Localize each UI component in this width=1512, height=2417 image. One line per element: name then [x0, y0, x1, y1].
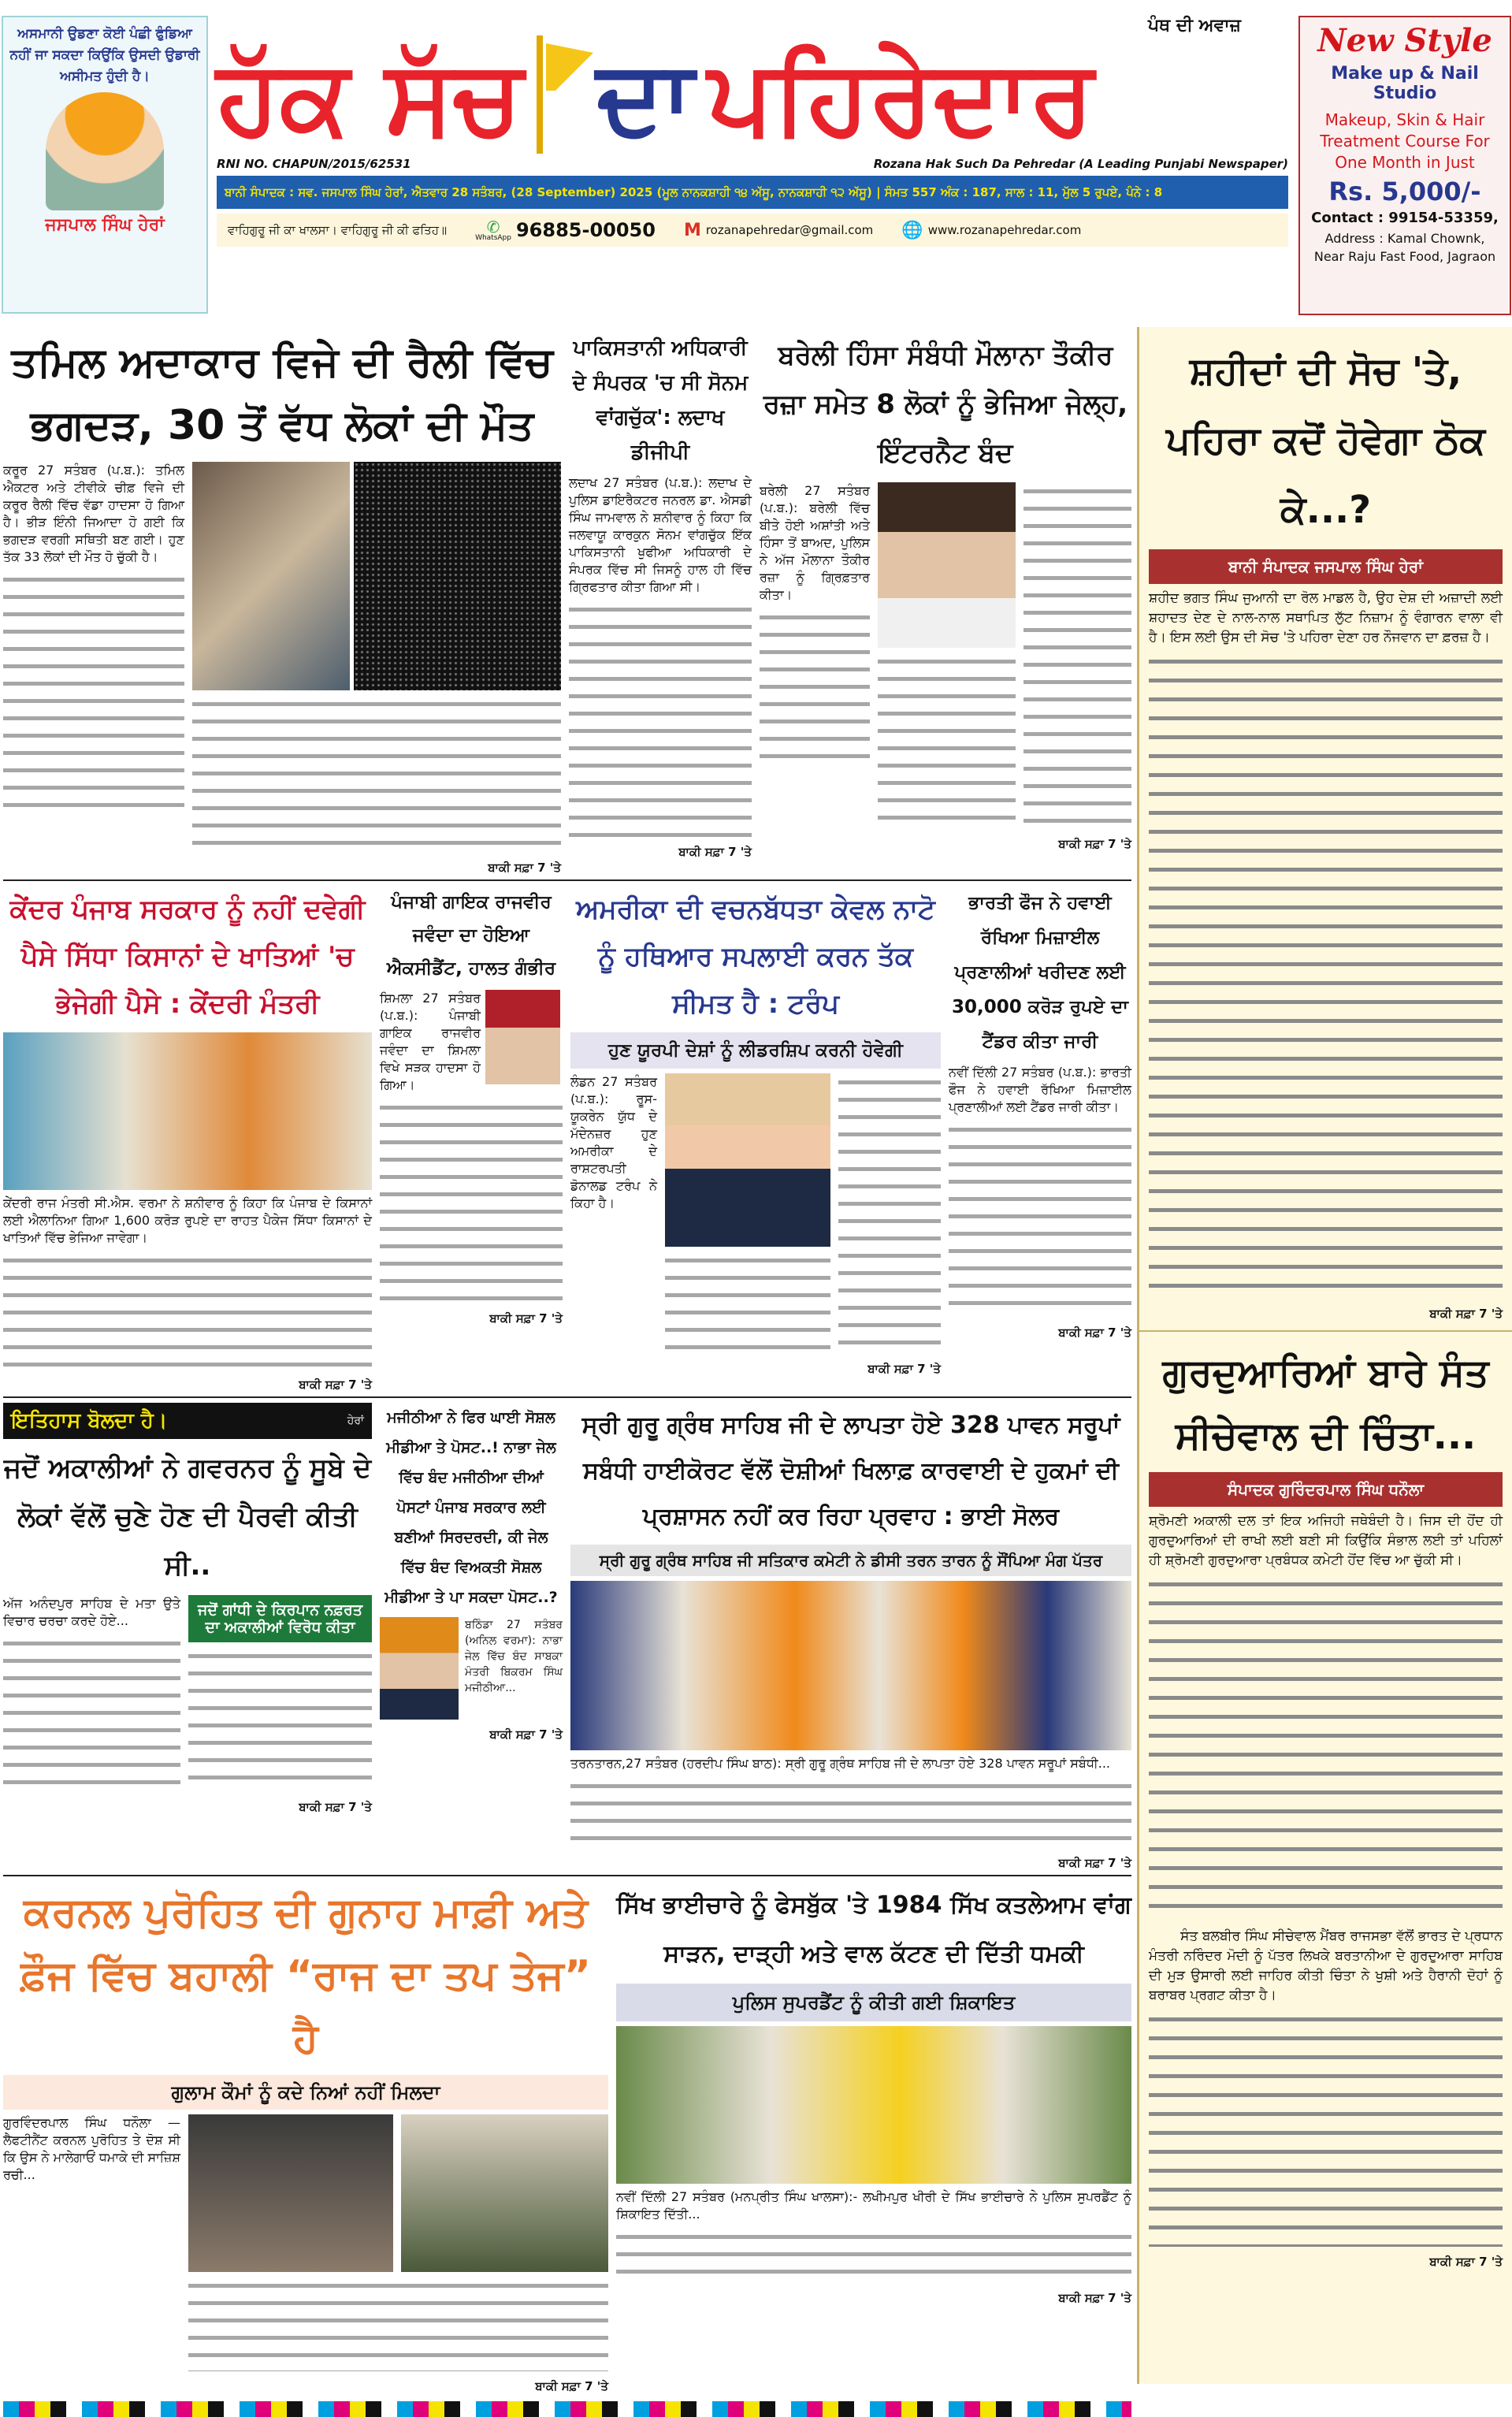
subhead: ਸ੍ਰੀ ਗੁਰੂ ਗ੍ਰੰਥ ਸਾਹਿਬ ਜੀ ਸਤਿਕਾਰ ਕਮੇਟੀ ਨੇ ਡੀਸੀ ਤਰਨ ਤਾਰਨ ਨੂੰ ਸੌਂਪਿਆ ਮੰਗ ਪੱਤਰ — [570, 1545, 1131, 1576]
row-4 — [3, 1881, 1131, 2393]
editorial-headline: ਸ਼ਹੀਦਾਂ ਦੀ ਸੋਚ 'ਤੇ, ਪਹਿਰਾ ਕਦੋਂ ਹੋਵੇਗਾ ਠੋਕ ਕੇ...? — [1166, 349, 1485, 532]
story-lead: ਕੇਂਦਰੀ ਰਾਜ ਮੰਤਰੀ ਸੀ.ਐਸ. ਵਰਮਾ ਨੇ ਸ਼ਨੀਵਾਰ ਨੂੰ ਕਿਹਾ ਕਿ ਪੰਜਾਬ ਦੇ ਕਿਸਾਨਾਂ ਲਈ ਐਲਾਨਿਆ ਗਿਆ 1,600 ਕਰੋੜ ਰੁਪਏ ਦਾ ਰਾਹਤ ਪੈਕੇਜ ਸਿੱਧਾ ਕਿਸਾਨਾਂ ਦੇ ਖਾਤਿਆਂ ਵਿੱਚ ਭੇਜਿਆ ਜਾਵੇਗਾ। — [3, 1195, 372, 1245]
story-army-tender — [949, 886, 1131, 1340]
registration-color-bar — [3, 2401, 1131, 2417]
story-body — [380, 1099, 563, 1303]
photo-delegation — [570, 1581, 1131, 1750]
editorial-body — [1149, 1575, 1503, 1922]
editorial-lead: ਸ਼ਹੀਦ ਭਗਤ ਸਿੰਘ ਜੁਆਨੀ ਦਾ ਰੋਲ ਮਾਡਲ ਹੈ, ਉਹ ਦੇਸ਼ ਦੀ ਅਜ਼ਾਦੀ ਲਈ ਸ਼ਹਾਦਤ ਦੇਣ ਦੇ ਨਾਲ-ਨਾਲ ਸਥਾਪਿਤ ਲੁੱਟ ਨਿਜ਼ਾਮ ਨੂੰ ਵੰਗਾਰਨ ਵਾਲਾ ਵੀ ਹੈ। ਇਸ ਲਈ ਉਸ ਦੀ ਸੋਚ 'ਤੇ ਪਹਿਰਾ ਦੇਣਾ ਹਰ ਨੌਜਵਾਨ ਦਾ ਫ਼ਰਜ਼ ਹੈ। — [1149, 590, 1503, 645]
khanda-flag-icon — [537, 35, 543, 154]
newspaper-title — [217, 16, 1288, 247]
ad-studio: Make up & Nail Studio — [1331, 64, 1479, 103]
photo-maulana — [878, 482, 1016, 648]
story-body — [616, 2228, 1131, 2283]
story-lead: ਲਦਾਖ 27 ਸਤੰਬਰ (ਪ.ਬ.): ਲਦਾਖ ਦੇ ਪੁਲਿਸ ਡਾਇਰੈਕਟਰ ਜਨਰਲ ਡਾ. ਐਸਡੀ ਸਿੰਘ ਜਾਮਵਾਲ ਨੇ ਸ਼ਨੀਵਾਰ ਨੂੰ ਕਿਹਾ ਕਿ ਜਲਵਾਯੂ ਕਾਰਕੁਨ ਸੋਨਮ ਵਾਂਗਚੁੱਕ ਇੱਕ ਪਾਕਿਸਤਾਨੀ ਖੁਫੀਆ ਅਧਿਕਾਰੀ ਦੇ ਸੰਪਰਕ ਵਿੱਚ ਸੀ ਜਿਸਨੂੰ ਹਾਲ ਹੀ ਵਿੱਚ ਗ੍ਰਿਫਤਾਰ ਕੀਤਾ ਗਿਆ ਸੀ। — [569, 475, 752, 594]
story-singer-accident — [380, 886, 563, 1326]
nishan-sahib-flag — [546, 43, 593, 91]
divider — [3, 1875, 1131, 1876]
email[interactable]: rozanapehredar@gmail.com — [705, 223, 874, 237]
continued-link[interactable]: ਬਾਕੀ ਸਫ਼ਾ 7 'ਤੇ — [489, 1311, 563, 1326]
whatsapp-label: WhatsApp — [475, 233, 511, 242]
contact-bar — [217, 214, 1288, 247]
tagline: ਪੰਥ ਦੀ ਅਵਾਜ਼ — [1148, 16, 1241, 35]
continued-link[interactable]: ਬਾਕੀ ਸਫ਼ਾ 7 'ਤੇ — [535, 2379, 608, 2393]
ad-brand: New Style — [1317, 22, 1492, 59]
whatsapp-icon: ✆ — [486, 217, 500, 236]
story-body — [570, 1777, 1131, 1848]
photo-purohit-1 — [188, 2114, 393, 2272]
headline: ਕਰਨਲ ਪੁਰੋਹਿਤ ਦੀ ਗੁਨਾਹ ਮਾਫ਼ੀ ਅਤੇ ਫ਼ੌਜ ਵਿੱਚ ਬਹਾਲੀ “ਰਾਜ ਦਾ ਤਪ ਤੇਜ” ਹੈ — [20, 1889, 591, 2062]
story-body — [3, 1634, 180, 1792]
headline: ਜਦੋਂ ਅਕਾਲੀਆਂ ਨੇ ਗਵਰਨਰ ਨੂੰ ਸੂਬੇ ਦੇ ਲੋਕਾਂ ਵੱਲੋਂ ਚੁਣੇ ਹੋਣ ਦੀ ਪੈਰਵੀ ਕੀਤੀ ਸੀ.. — [3, 1452, 372, 1582]
headline: ਭਾਰਤੀ ਫੌਜ ਨੇ ਹਵਾਈ ਰੱਖਿਆ ਮਿਜ਼ਾਈਲ ਪ੍ਰਣਾਲੀਆਂ ਖਰੀਦਣ ਲਈ 30,000 ਕਰੋੜ ਰੁਪਏ ਦਾ ਟੈਂਡਰ ਕੀਤਾ ਜਾਰੀ — [952, 893, 1128, 1052]
story-lead: ਨਵੀਂ ਦਿੱਲੀ 27 ਸਤੰਬਰ (ਪ.ਬ.): ਭਾਰਤੀ ਫੌਜ ਨੇ ਹਵਾਈ ਰੱਖਿਆ ਮਿਜ਼ਾਈਲ ਪ੍ਰਣਾਲੀਆਂ ਲਈ ਟੈਂਡਰ ਜਾਰੀ ਕੀਤਾ। — [949, 1065, 1131, 1114]
continued-link[interactable]: ਬਾਕੀ ਸਫ਼ਾ 7 'ਤੇ — [867, 1362, 941, 1376]
greeting: ਵਾਹਿਗੁਰੂ ਜੀ ਕਾ ਖਾਲਸਾ। ਵਾਹਿਗੁਰੂ ਜੀ ਕੀ ਫਤਿਹ॥ — [228, 223, 448, 237]
continued-link[interactable]: ਬਾਕੀ ਸਫ਼ਾ 7 'ਤੇ — [1429, 2255, 1503, 2269]
continued-link[interactable]: ਬਾਕੀ ਸਫ਼ਾ 7 'ਤੇ — [489, 1727, 563, 1742]
headline: ਅਮਰੀਕਾ ਦੀ ਵਚਨਬੱਧਤਾ ਕੇਵਲ ਨਾਟੋ ਨੂੰ ਹਥਿਆਰ ਸਪਲਾਈ ਕਰਨ ਤੱਕ ਸੀਮਤ ਹੈ : ਟਰੰਪ — [576, 894, 935, 1020]
story-body-2 — [878, 653, 1016, 826]
headline: ਸ੍ਰੀ ਗੁਰੂ ਗ੍ਰੰਥ ਸਾਹਿਬ ਜੀ ਦੇ ਲਾਪਤਾ ਹੋਏ 328 ਪਾਵਨ ਸਰੂਪਾਂ ਸਬੰਧੀ ਹਾਈਕੋਰਟ ਵੱਲੋਂ ਦੋਸ਼ੀਆਂ ਖਿਲਾਫ਼ ਕਾਰਵਾਈ ਦੇ ਹੁਕਮਾਂ ਦੀ ਪ੍ਰਸ਼ਾਸਨ ਨਹੀਂ ਕਰ ਰਿਹਾ ਪ੍ਰਵਾਹ : ਭਾਈ ਸੋਲਰ — [581, 1411, 1120, 1530]
story-lead: ਨਵੀਂ ਦਿੱਲੀ 27 ਸਤੰਬਰ (ਮਨਪ੍ਰੀਤ ਸਿੰਘ ਖਾਲਸਾ):- ਲਖੀਮਪੁਰ ਖੀਰੀ ਦੇ ਸਿੱਖ ਭਾਈਚਾਰੇ ਨੇ ਪੁਲਿਸ ਸੁਪਰਡੈਂਟ ਨੂੰ ਸ਼ਿਕਾਇਤ ਦਿੱਤੀ... — [616, 2189, 1131, 2222]
story-lead: ਗੁਰਵਿੰਦਰਪਾਲ ਸਿੰਘ ਧਨੌਲਾ — ਲੈਫਟੀਨੈਂਟ ਕਰਨਲ ਪੁਰੋਹਿਤ ਤੇ ਦੋਸ਼ ਸੀ ਕਿ ਉਸ ਨੇ ਮਾਲੇਗਾਓਂ ਧਮਾਕੇ ਦੀ ਸਾਜ਼ਿਸ਼ ਰਚੀ... — [3, 2115, 180, 2182]
editorial-byline: ਸੰਪਾਦਕ ਗੁਰਿੰਦਰਪਾਲ ਸਿੰਘ ਧਨੌਲਾ — [1149, 1472, 1503, 1507]
dateline: ਬਾਨੀ ਸੰਪਾਦਕ : ਸਵ. ਜਸਪਾਲ ਸਿੰਘ ਹੇਰਾਂ, ਐਤਵਾਰ 28 ਸਤੰਬਰ, (28 September) 2025 (ਮੂਲ ਨਾਨਕਸ਼ਾਹੀ ੧੪ ਅੱਸੂ, ਨਾਨਕਸ਼ਾਹੀ ੧੨ ਅੱਸੂ) | ਸੰਮਤ 557 ਅੰਕ : 187, ਸਾਲ : 11, ਮੁੱਲ 5 ਰੁਪਏ, ਪੰਨੇ : 8 — [225, 185, 1163, 199]
story-lead: ਲੰਡਨ 27 ਸਤੰਬਰ (ਪ.ਬ.): ਰੂਸ-ਯੂਕਰੇਨ ਯੁੱਧ ਦੇ ਮੱਦੇਨਜ਼ਰ ਹੁਣ ਅਮਰੀਕਾ ਦੇ ਰਾਸ਼ਟਰਪਤੀ ਡੋਨਾਲਡ ਟਰੰਪ ਨੇ ਕਿਹਾ ਹੈ। — [570, 1074, 657, 1210]
story-body — [188, 2277, 608, 2371]
headline: ਮਜੀਠੀਆ ਨੇ ਫਿਰ ਘਾਈ ਸੋਸ਼ਲ ਮੀਡੀਆ ਤੇ ਪੋਸਟ..! ਨਾਭਾ ਜੇਲ ਵਿੱਚ ਬੰਦ ਮਜੀਠੀਆ ਦੀਆਂ ਪੋਸਟਾਂ ਪੰਜਾਬ ਸਰਕਾਰ ਲਈ ਬਣੀਆਂ ਸਿਰਦਰਦੀ, ਕੀ ਜੇਲ ਵਿੱਚ ਬੰਦ ਵਿਅਕਤੀ ਸੋਸ਼ਲ ਮੀਡੀਆ ਤੇ ਪਾ ਸਕਦਾ ਪੋਸਟ..? — [385, 1409, 558, 1606]
headline: ਸਿੱਖ ਭਾਈਚਾਰੇ ਨੂੰ ਫੇਸਬੁੱਕ 'ਤੇ 1984 ਸਿੱਖ ਕਤਲੇਆਮ ਵਾਂਗ ਸਾੜਨ, ਦਾੜ੍ਹੀ ਅਤੇ ਵਾਲ ਕੱਟਣ ਦੀ ਦਿੱਤੀ ਧਮਕੀ — [616, 1891, 1131, 1968]
ad-address-2: Near Raju Fast Food, Jagraon — [1313, 249, 1496, 264]
subhead: ਗੁਲਾਮ ਕੌਮਾਂ ਨੂੰ ਕਦੇ ਨਿਆਂ ਨਹੀਂ ਮਿਲਦਾ — [3, 2075, 608, 2110]
story-bareilly — [760, 331, 1131, 851]
photo-majithia — [380, 1617, 459, 1720]
ad-contact: Contact : 99154-53359, — [1311, 210, 1499, 226]
row-1 — [3, 331, 1131, 875]
divider — [3, 1396, 1131, 1398]
english-name: Rozana Hak Such Da Pehredar (A Leading Punjabi Newspaper) — [873, 157, 1288, 171]
founder-photo — [46, 92, 164, 210]
story-body — [1023, 482, 1131, 829]
story-body — [569, 601, 752, 837]
main-news-area — [3, 331, 1131, 2417]
ad-price: Rs. 5,000/- — [1328, 177, 1481, 206]
founder-quote: ਅਸਮਾਨੀ ਉਡਣਾ ਕੋਈ ਪੰਛੀ ਫੁੰਡਿਆ ਨਹੀਂ ਜਾ ਸਕਦਾ ਕਿਉਂਕਿ ਉਸਦੀ ਉਡਾਰੀ ਅਸੀਮਤ ਹੁੰਦੀ ਹੈ। — [9, 26, 200, 84]
continued-link[interactable]: ਬਾਕੀ ਸਫ਼ਾ 7 'ਤੇ — [299, 1378, 372, 1392]
editorial-body-2 — [1149, 2010, 1503, 2247]
story-lead: ਬਠਿੰਡਾ 27 ਸਤੰਬਰ (ਅਨਿਲ ਵਰਮਾ): ਨਾਭਾ ਜੇਲ ਵਿੱਚ ਬੰਦ ਸਾਬਕਾ ਮੰਤਰੀ ਬਿਕਰਮ ਸਿੰਘ ਮਜੀਠੀਆ... — [465, 1619, 563, 1694]
story-karnal-purohit — [3, 1881, 608, 2393]
headline: ਬਰੇਲੀ ਹਿੰਸਾ ਸੰਬੰਧੀ ਮੌਲਾਨਾ ਤੌਕੀਰ ਰਜ਼ਾ ਸਮੇਤ 8 ਲੋਕਾਂ ਨੂੰ ਭੇਜਿਆ ਜੇਲ੍ਹ, ਇੰਟਰਨੈਟ ਬੰਦ — [763, 340, 1128, 469]
continued-link[interactable]: ਬਾਕੀ ਸਫ਼ਾ 7 'ਤੇ — [1058, 837, 1131, 851]
continued-link[interactable]: ਬਾਕੀ ਸਫ਼ਾ 7 'ਤੇ — [299, 1800, 372, 1814]
photo-purohit-2 — [401, 2114, 608, 2272]
story-lead: ਅੱਜ ਅਨੰਦਪੁਰ ਸਾਹਿਬ ਦੇ ਮਤਾ ਉਤੇ ਵਿਚਾਰ ਚਰਚਾ ਕਰਦੇ ਹੋਏ... — [3, 1596, 180, 1628]
photo-crowd — [354, 462, 561, 690]
rni-number: RNI NO. CHAPUN/2015/62531 — [217, 157, 411, 171]
dateline-bar — [217, 176, 1288, 209]
editorial-byline: ਬਾਨੀ ਸੰਪਾਦਕ ਜਸਪਾਲ ਸਿੰਘ ਹੇਰਾਂ — [1149, 549, 1503, 584]
advertisement-new-style — [1298, 16, 1511, 315]
story-facebook-threat — [616, 1881, 1131, 2305]
story-body-2 — [665, 1251, 830, 1354]
story-majithia — [380, 1403, 563, 1742]
headline: ਪੰਜਾਬੀ ਗਾਇਕ ਰਾਜਵੀਰ ਜਵੰਦਾ ਦਾ ਹੋਇਆ ਐਕਸੀਡੈਂਟ, ਹਾਲਤ ਗੰਭੀਰ — [386, 892, 556, 979]
editorial-1 — [1139, 327, 1512, 1330]
story-body — [3, 1251, 372, 1370]
headline: ਤਮਿਲ ਅਦਾਕਾਰ ਵਿਜੇ ਦੀ ਰੈਲੀ ਵਿੱਚ ਭਗਦੜ, 30 ਤੋਂ ਵੱਧ ਲੋਕਾਂ ਦੀ ਮੌਤ — [11, 339, 553, 449]
title-da: ਦਾ — [596, 37, 694, 157]
story-lead: ਤਰਨਤਾਰਨ,27 ਸਤੰਬਰ (ਹਰਦੀਪ ਸਿੰਘ ਬਾਠ): ਸ੍ਰੀ ਗੁਰੂ ਗ੍ਰੰਥ ਸਾਹਿਬ ਜੀ ਦੇ ਲਾਪਤਾ ਹੋਏ 328 ਪਾਵਨ ਸਰੂਪਾਂ ਸਬੰਧੀ... — [570, 1756, 1111, 1771]
phone-number[interactable]: 96885-00050 — [515, 219, 656, 241]
founder-quote-box — [2, 16, 208, 314]
continued-link[interactable]: ਬਾਕੀ ਸਫ਼ਾ 7 'ਤੇ — [1058, 1856, 1131, 1870]
continued-link[interactable]: ਬਾਕੀ ਸਫ਼ਾ 7 'ਤੇ — [1429, 1307, 1503, 1321]
story-lead: ਸ਼ਿਮਲਾ 27 ਸਤੰਬਰ (ਪ.ਬ.): ਪੰਜਾਬੀ ਗਾਇਕ ਰਾਜਵੀਰ ਜਵੰਦਾ ਦਾ ਸ਼ਿਮਲਾ ਵਿਖੇ ਸੜਕ ਹਾਦਸਾ ਹੋ ਗਿਆ। — [380, 991, 481, 1092]
gmail-icon: M — [683, 220, 701, 240]
photo-complaint — [616, 2026, 1131, 2184]
editorial-headline: ਗੁਰਦੁਆਰਿਆਂ ਬਾਰੇ ਸੰਤ ਸੀਚੇਵਾਲ ਦੀ ਚਿੰਤਾ... — [1162, 1351, 1489, 1458]
headline: ਕੇਂਦਰ ਪੰਜਾਬ ਸਰਕਾਰ ਨੂੰ ਨਹੀਂ ਦਵੇਗੀ ਪੈਸੇ ਸਿੱਧਾ ਕਿਸਾਨਾਂ ਦੇ ਖਾਤਿਆਂ 'ਚ ਭੇਜੇਗੀ ਪੈਸੇ : ਕੇਂਦਰੀ ਮੰਤਰੀ — [9, 894, 366, 1020]
story-body — [3, 571, 184, 807]
story-lead: ਬਰੇਲੀ 27 ਸਤੰਬਰ (ਪ.ਬ.): ਬਰੇਲੀ ਵਿੱਚ ਬੀਤੇ ਹੋਈ ਅਸ਼ਾਂਤੀ ਅਤੇ ਹਿੰਸਾ ਤੋਂ ਬਾਅਦ, ਪੁਲਿਸ ਨੇ ਅੱਜ ਮੌਲਾਨਾ ਤੌਕੀਰ ਰਜ਼ਾ ਨੂੰ ਗ੍ਰਿਫ਼ਤਾਰ ਕੀਤਾ। — [760, 483, 870, 602]
story-lead: ਕਰੂਰ 27 ਸਤੰਬਰ (ਪ.ਬ.): ਤਮਿਲ ਐਕਟਰ ਅਤੇ ਟੀਵੀਕੇ ਚੀਫ਼ ਵਿਜੇ ਦੀ ਕਰੂਰ ਰੈਲੀ ਵਿੱਚ ਵੱਡਾ ਹਾਦਸਾ ਹੋ ਗਿਆ ਹੈ। ਭੀੜ ਇੰਨੀ ਜਿਆਦਾ ਹੋ ਗਈ ਕਿ ਭਗਦੜ ਵਰਗੀ ਸਥਿਤੀ ਬਣ ਗਈ। ਹੁਣ ਤੱਕ 33 ਲੋਕਾਂ ਦੀ ਮੌਤ ਹੋ ਚੁੱਕੀ ਹੈ। — [3, 463, 184, 564]
row-2 — [3, 886, 1131, 1392]
continued-link[interactable]: ਬਾਕੀ ਸਫ਼ਾ 7 'ਤੇ — [488, 861, 561, 875]
subhead: ਪੁਲਿਸ ਸੁਪਰਡੈਂਟ ਨੂੰ ਕੀਤੀ ਗਈ ਸ਼ਿਕਾਇਤ — [616, 1984, 1131, 2021]
story-body — [838, 1073, 941, 1354]
row-3 — [3, 1403, 1131, 1870]
photo-minister — [3, 1032, 372, 1190]
story-tamil-stampede — [3, 331, 561, 875]
story-body-3 — [760, 608, 870, 766]
kicker-author: ਹੇਰਾਂ — [347, 1415, 364, 1427]
subhead: ਹੁਣ ਯੂਰਪੀ ਦੇਸ਼ਾਂ ਨੂੰ ਲੀਡਰਸ਼ਿਪ ਕਰਨੀ ਹੋਵੇਗੀ — [570, 1032, 941, 1069]
globe-icon: 🌐 — [901, 220, 923, 240]
story-body-2 — [188, 1647, 372, 1781]
kicker-bar — [3, 1403, 372, 1439]
story-328-saroop — [570, 1403, 1131, 1870]
story-ladakh — [569, 331, 752, 859]
story-body-2 — [192, 695, 561, 853]
story-body — [949, 1121, 1131, 1318]
continued-link[interactable]: ਬਾਕੀ ਸਫ਼ਾ 7 'ਤੇ — [1058, 1326, 1131, 1340]
editorial-paragraph: ਸੰਤ ਬਲਬੀਰ ਸਿੰਘ ਸੀਚੇਵਾਲ ਮੈਂਬਰ ਰਾਜਸਭਾ ਵੱਲੋਂ ਭਾਰਤ ਦੇ ਪ੍ਰਧਾਨ ਮੰਤਰੀ ਨਰਿੰਦਰ ਮੋਦੀ ਨੂੰ ਪੱਤਰ ਲਿਖਕੇ ਬਰਤਾਨੀਆ ਦੇ ਗੁਰਦੁਆਰਾ ਸਾਹਿਬ ਦੀ ਮੁੜ ਉਸਾਰੀ ਲਈ ਜਾਹਿਰ ਕੀਤੀ ਚਿੰਤਾ ਨੇ ਖੁਸ਼ੀ ਅਤੇ ਹੈਰਾਨੀ ਦੋਹਾਂ ਨੂੰ ਬਰਾਬਰ ਪ੍ਰਗਟ ਕੀਤਾ ਹੈ। — [1149, 1928, 1503, 2003]
editorial-lead: ਸ਼੍ਰੋਮਣੀ ਅਕਾਲੀ ਦਲ ਤਾਂ ਇਕ ਅਜਿਹੀ ਜਥੇਬੰਦੀ ਹੈ। ਜਿਸ ਦੀ ਹੋਂਦ ਹੀ ਗੁਰਦੁਆਰਿਆਂ ਦੀ ਰਾਖੀ ਲਈ ਬਣੀ ਸੀ ਕਿਉਂਕਿ ਸੰਭਾਲ ਲਈ ਤਾਂ ਪਹਿਲਾਂ ਹੀ ਸ਼੍ਰੋਮਣੀ ਗੁਰਦੁਆਰਾ ਪ੍ਰਬੰਧਕ ਕਮੇਟੀ ਹੋਂਦ ਵਿੱਚ ਆ ਚੁੱਕੀ ਸੀ। — [1149, 1513, 1503, 1568]
story-trump-nato — [570, 886, 941, 1376]
photo-singer — [485, 990, 560, 1084]
title-hak-such: ਹੱਕ ਸੱਚ — [217, 37, 522, 157]
ad-course: Makeup, Skin & Hair Treatment Course For One Month in Just — [1320, 110, 1490, 172]
continued-link[interactable]: ਬਾਕੀ ਸਫ਼ਾ 7 'ਤੇ — [678, 845, 752, 859]
continued-link[interactable]: ਬਾਕੀ ਸਫ਼ਾ 7 'ਤੇ — [1058, 2291, 1131, 2305]
kicker: ਇਤਿਹਾਸ ਬੋਲਦਾ ਹੈ। — [11, 1408, 168, 1433]
inset-box: ਜਦੋਂ ਗਾਂਧੀ ਦੇ ਕਿਰਪਾਨ ਨਫ਼ਰਤ ਦਾ ਅਕਾਲੀਆਂ ਵਿਰੋਧ ਕੀਤਾ — [188, 1595, 372, 1642]
photo-trump — [665, 1073, 830, 1247]
editorial-2 — [1139, 1330, 1512, 2278]
founder-name: ਜਸਪਾਲ ਸਿੰਘ ਹੇਰਾਂ — [45, 215, 165, 235]
editorial-body — [1149, 653, 1503, 1299]
story-centre-farmers — [3, 886, 372, 1392]
editorial-column — [1137, 327, 1512, 2384]
website[interactable]: www.rozanapehredar.com — [927, 223, 1082, 237]
ad-address: Address : Kamal Chownk, — [1324, 231, 1485, 246]
story-history — [3, 1403, 372, 1814]
headline: ਪਾਕਿਸਤਾਨੀ ਅਧਿਕਾਰੀ ਦੇ ਸੰਪਰਕ 'ਚ ਸੀ ਸੋਨਮ ਵਾਂਗਚੁੱਕ': ਲਦਾਖ ਡੀਜੀਪੀ — [572, 337, 749, 464]
title-pehredar: ਪਹਿਰੇਦਾਰ — [708, 37, 1094, 157]
divider — [3, 879, 1131, 881]
photo-vijay — [192, 462, 350, 690]
